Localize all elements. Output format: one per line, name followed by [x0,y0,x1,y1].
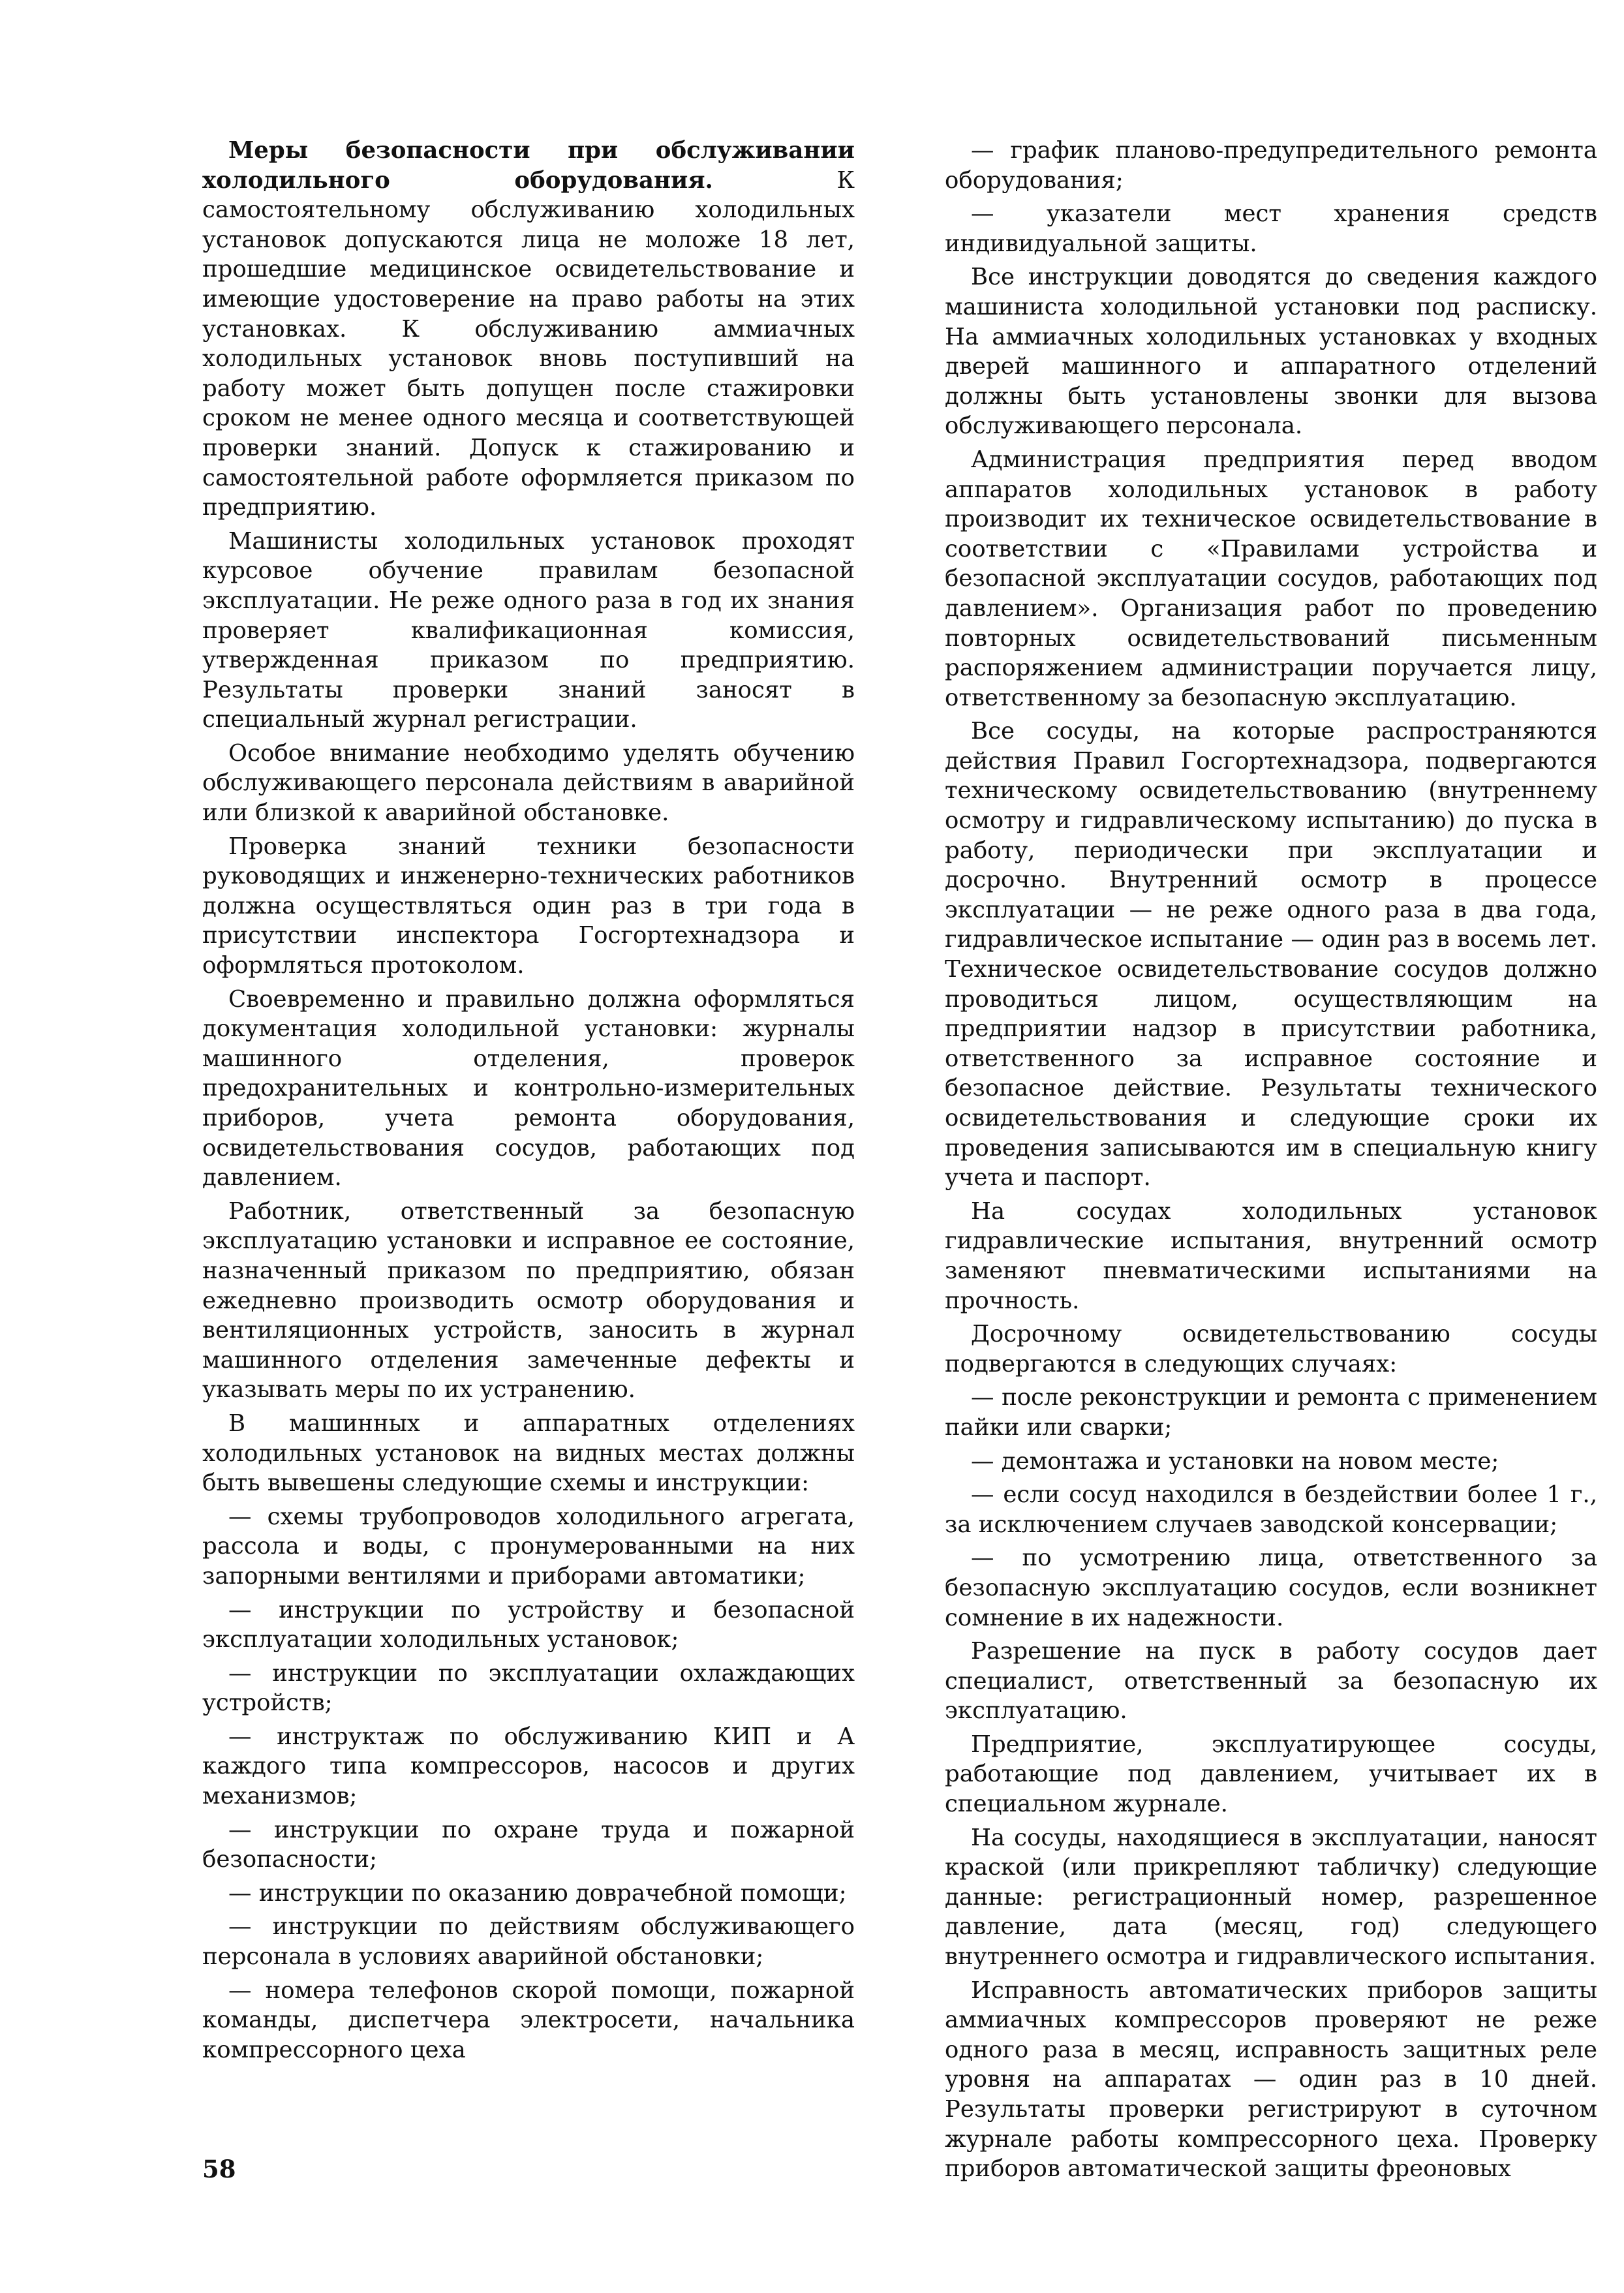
paragraph: На сосуды, находящиеся в эксплуатации, наносят краской (или прикрепляют табличку) следующие данные: регистрационный номер, разрешенное давление, дата (месяц, год) следующего внутреннего осмотра и гидравлического испытания. [945,1824,1597,1971]
paragraph: Все инструкции доводятся до сведения каждого машиниста холодильной установки под расписку. На аммиачных холодильных установках у входных дверей машинного и аппаратного отделений должны быть установлены звонки для вызова обслуживающего персонала. [945,264,1597,440]
paragraph: Особое внимание необходимо уделять обучению обслуживающего персонала действиям в аварийной или близкой к аварийной обстановке. [202,739,855,827]
page-number: 58 [202,2155,236,2183]
paragraph: На сосудах холодильных установок гидравлические испытания, внутренний осмотр заменяют пневматическими испытаниями на прочность. [945,1197,1597,1314]
list-item: — инструкции по устройству и безопасной эксплуатации холодильных установок; [202,1596,855,1654]
paragraph: Все сосуды, на которые распространяются действия Правил Госгортехнадзора, подвергаются техническому освидетельствованию (внутреннему осмотру и гидравлическому испытанию) до пуска в работу, периодически при эксплуатации и досрочно. Внутренний осмотр в процессе эксплуатации — не реже одного раза в два года, гидравлическое испытание — один раз в восемь лет. Техническое освидетельствование сосудов должно проводиться лицом, осуществляющим на предприятии надзор в присутствии работника, ответственного за исправное состояние и безопасное действие. Результаты технического освидетельствования и следующие сроки их проведения записываются им в специальную книгу учета и паспорт. [945,718,1597,1192]
paragraph: Разрешение на пуск в работу сосудов дает специалист, ответственный за безопасную их эксплуатацию. [945,1638,1597,1725]
list-item: — если сосуд находился в бездействии более 1 г., за исключением случаев заводской консервации; [945,1481,1597,1538]
list-item: — после реконструкции и ремонта с применением пайки или сварки; [945,1384,1597,1441]
list-item: — по усмотрению лица, ответственного за безопасную эксплуатацию сосудов, если возникнет сомнение в их надежности. [945,1545,1597,1631]
section-heading: Меры безопасности при обслуживании холодильного оборудования. [202,137,855,194]
paragraph: Своевременно и правильно должна оформляться документация холодильной установки: журналы машинного отделения, проверок предохранительных и контрольно-измерительных приборов, учета ремонта оборудования, освидетельствования сосудов, работающих под давлением. [202,985,855,1192]
paragraph: Администрация предприятия перед вводом аппаратов холодильных установок в работу производит их техническое освидетельствование в соответствии с «Правилами устройства и безопасной эксплуатации сосудов, работающих под давлением». Организация работ по проведению повторных освидетельствований письменным распоряжением администрации поручается лицу, ответственному за безопасную эксплуатацию. [945,446,1597,711]
left-column [202,136,855,2069]
list-item: — график планово-предупредительного ремонта оборудования; [945,137,1597,194]
paragraph [202,136,855,523]
list-item: — инструкции по охране труда и пожарной безопасности; [202,1816,855,1873]
paragraph: Исправность автоматических приборов защиты аммиачных компрессоров проверяют не реже одного раза в месяц, исправность защитных реле уровня на аппаратах — один раз в 10 дней. Результаты проверки регистрируют в суточном журнале работы компрессорного цеха. Проверку приборов автоматической защиты фреоновых [945,1977,1597,2183]
paragraph: Работник, ответственный за безопасную эксплуатацию установки и исправное ее состояние, назначенный приказом по предприятию, обязан ежедневно производить осмотр оборудования и вентиляционных устройств, заносить в журнал машинного отделения замеченные дефекты и указывать меры по их устранению. [202,1197,855,1404]
paragraph: В машинных и аппаратных отделениях холодильных установок на видных местах должны быть вывешены следующие схемы и инструкции: [202,1409,855,1497]
list-item: — инструкции по оказанию доврачебной помощи; [228,1879,847,1907]
list-item: — инструкции по эксплуатации охлаждающих устройств; [202,1659,855,1717]
paragraph: Предприятие, эксплуатирующее сосуды, работающие под давлением, учитывает их в специальном журнале. [945,1731,1597,1818]
paragraph: Проверка знаний техники безопасности руководящих и инженерно-технических работников должна осуществляться один раз в три года в присутствии инспектора Госгортехнадзора и оформляться протоколом. [202,833,855,979]
paragraph: Машинисты холодильных установок проходят курсовое обучение правилам безопасной эксплуатации. Не реже одного раза в год их знания проверяет квалификационная комиссия, утвержденная приказом по предприятию. Результаты проверки знаний заносят в специальный журнал регистрации. [202,527,855,733]
list-item: — номера телефонов скорой помощи, пожарной команды, диспетчера электросети, начальника компрессорного цеха [202,1977,855,2063]
right-column [945,136,1597,2188]
list-item: — схемы трубопроводов холодильного агрегата, рассола и воды, с пронумерованными на них запорными вентилями и приборами автоматики; [202,1503,855,1590]
list-item: — указатели мест хранения средств индивидуальной защиты. [945,200,1597,257]
list-item: — демонтажа и установки на новом месте; [971,1447,1499,1475]
list-item: — инструктаж по обслуживанию КИП и А каждого типа компрессоров, насосов и других механизмов; [202,1723,855,1810]
list-item: — инструкции по действиям обслуживающего персонала в условиях аварийной обстановки; [202,1913,855,1971]
paragraph: Досрочному освидетельствованию сосуды подвергаются в следующих случаях: [945,1321,1597,1377]
paragraph-text: К самостоятельному обслуживанию холодильных установок допускаются лица не моложе 18 лет, прошедшие медицинское освидетельствование и имеющие удостоверение на право работы на этих установках. К обслуживанию аммиачных холодильных установок вновь поступивший на работу может быть допущен после стажировки сроком не менее одного месяца и соответствующей проверки знаний. Допуск к стажированию и самостоятельной работе оформляется приказом по предприятию. [202,166,855,521]
